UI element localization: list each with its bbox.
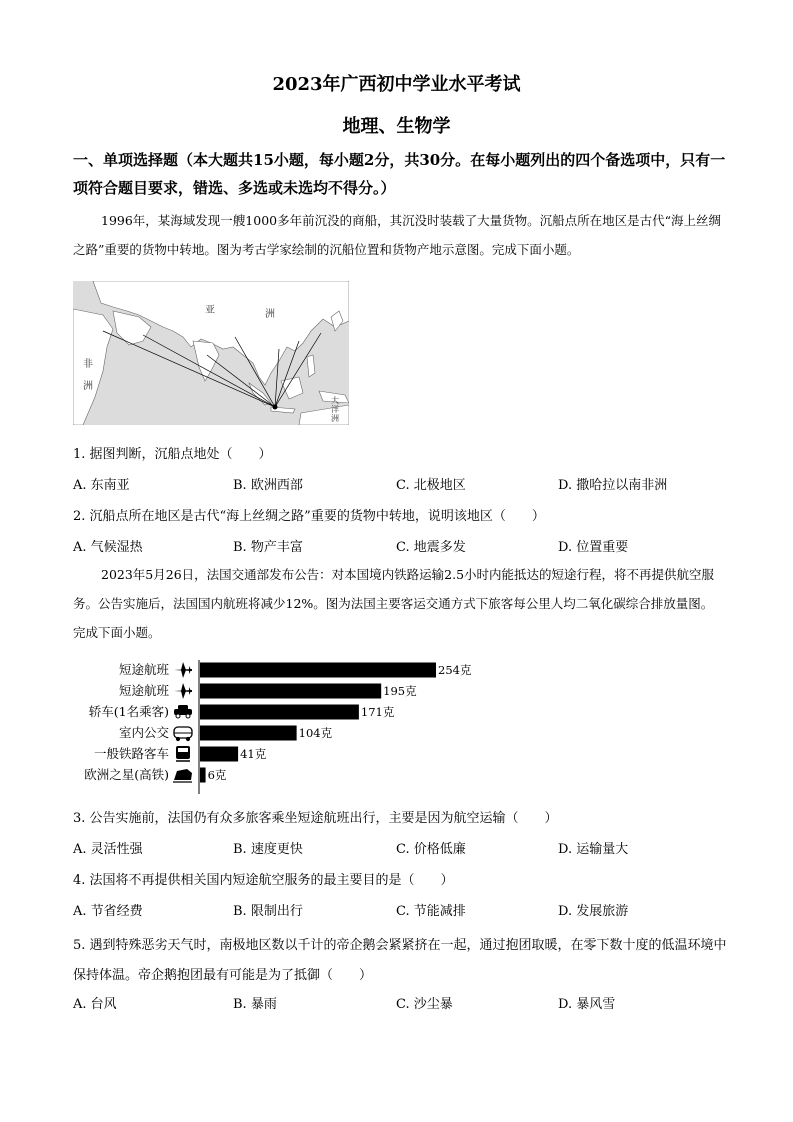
passage-france-transport: 2023年5月26日，法国交通部发布公告：对本国境内铁路运输2.5小时内能抵达的短途行程，将不再提供航空服务。公告实施后，法国国内航班将减少12%。图为法国主要客运交通方式下旅客每公里人均二氧化碳综合排放量图。完成下面小题。 (73, 567, 715, 640)
emission-bar-chart (73, 658, 493, 798)
map-label-oceania-3: 洲 (331, 414, 339, 423)
q1-option-b[interactable]: B. 欧洲西部 (233, 478, 303, 493)
q5-option-a[interactable]: A. 台风 (73, 997, 117, 1012)
q2-option-b[interactable]: B. 物产丰富 (233, 540, 303, 555)
q5-option-d[interactable]: D. 暴风雪 (558, 997, 616, 1012)
train-icon-4 (176, 746, 190, 761)
q3-option-d[interactable]: D. 运输量大 (558, 842, 629, 857)
q3-option-a[interactable]: A. 灵活性强 (73, 842, 143, 857)
airplane-icon-0 (174, 662, 192, 678)
category-label-1: 短途航班 (118, 683, 169, 698)
airplane-icon-1 (174, 683, 192, 699)
bar-value-label-2: 171克 (360, 705, 395, 719)
map-label-asia-1: 亚 (205, 305, 215, 316)
q5-option-c[interactable]: C. 沙尘暴 (396, 997, 453, 1012)
map-label-oceania-2: 洋 (331, 405, 339, 414)
question-2: 2. 沉船点所在地区是古代“海上丝绸之路”重要的货物中转地，说明该地区（ ） (73, 509, 545, 524)
bar-value-label-5: 6克 (207, 768, 227, 782)
bus-icon-3 (174, 727, 192, 741)
exam-title: 2023年广西初中学业水平考试 (272, 74, 521, 95)
category-label-2: 轿车(1名乘客) (88, 704, 169, 719)
bar-value-label-3: 104克 (298, 726, 333, 740)
q4-option-c[interactable]: C. 节能减排 (396, 904, 466, 919)
section-heading: 一、单项选择题（本大题共15小题，每小题2分，共30分。在每小题列出的四个备选项中，只有一项符合题目要求，错选、多选或未选均不得分。） (73, 151, 726, 197)
q3-option-c[interactable]: C. 价格低廉 (396, 842, 466, 857)
map-label-africa-1: 非 (83, 359, 93, 370)
map-label-asia-2: 洲 (265, 309, 275, 320)
q1-option-d[interactable]: D. 撒哈拉以南非洲 (558, 478, 668, 493)
q4-option-d[interactable]: D. 发展旅游 (558, 904, 629, 919)
q3-option-b[interactable]: B. 速度更快 (233, 842, 303, 857)
shipwreck-map (73, 281, 349, 425)
passage-shipwreck: 1996年，某海域发现一艘1000多年前沉没的商船，其沉没时装载了大量货物。沉船点所在地区是古代“海上丝绸之路”重要的货物中转地。图为考古学家绘制的沉船位置和货物产地示意图。完成下面小题。 (73, 213, 722, 257)
map-label-africa-2: 洲 (83, 381, 93, 392)
q2-option-c[interactable]: C. 地震多发 (396, 540, 466, 555)
category-label-0: 短途航班 (118, 662, 169, 677)
bar-4 (200, 747, 238, 762)
question-4: 4. 法国将不再提供相关国内短途航空服务的最主要目的是（ ） (73, 873, 454, 888)
bar-1 (200, 684, 381, 699)
bar-value-label-1: 195克 (383, 684, 417, 698)
high-speed-train-icon-5 (173, 769, 192, 782)
category-label-5: 欧洲之星(高铁) (84, 767, 169, 782)
shipwreck-point (273, 405, 278, 410)
exam-subtitle: 地理、生物学 (342, 116, 451, 137)
bar-value-label-4: 41克 (240, 747, 267, 761)
question-1: 1. 据图判断，沉船点地处（ ） (73, 447, 272, 462)
bar-3 (200, 726, 297, 741)
map-label-oceania-1: 大 (331, 396, 339, 405)
q5-option-b[interactable]: B. 暴雨 (233, 997, 277, 1012)
bar-0 (200, 663, 436, 678)
q4-option-a[interactable]: A. 节省经费 (73, 904, 143, 919)
q1-option-c[interactable]: C. 北极地区 (396, 478, 466, 493)
category-label-3: 室内公交 (118, 725, 169, 740)
q1-option-a[interactable]: A. 东南亚 (73, 478, 130, 493)
bar-5 (200, 768, 206, 783)
q4-option-b[interactable]: B. 限制出行 (233, 904, 303, 919)
bar-value-label-0: 254克 (438, 663, 472, 677)
car-icon-2 (174, 705, 192, 718)
bar-2 (200, 705, 359, 720)
question-5: 5. 遇到特殊恶劣天气时，南极地区数以千计的帝企鹅会紧紧挤在一起，通过抱团取暖，在零下数十度的低温环境中保持体温。帝企鹅抱团最有可能是为了抵御（ ） (73, 938, 727, 983)
q2-option-a[interactable]: A. 气候湿热 (73, 540, 143, 555)
category-label-4: 一般铁路客车 (93, 746, 169, 761)
q2-option-d[interactable]: D. 位置重要 (558, 540, 629, 555)
question-3: 3. 公告实施前，法国仍有众多旅客乘坐短途航班出行，主要是因为航空运输（ ） (73, 811, 558, 826)
